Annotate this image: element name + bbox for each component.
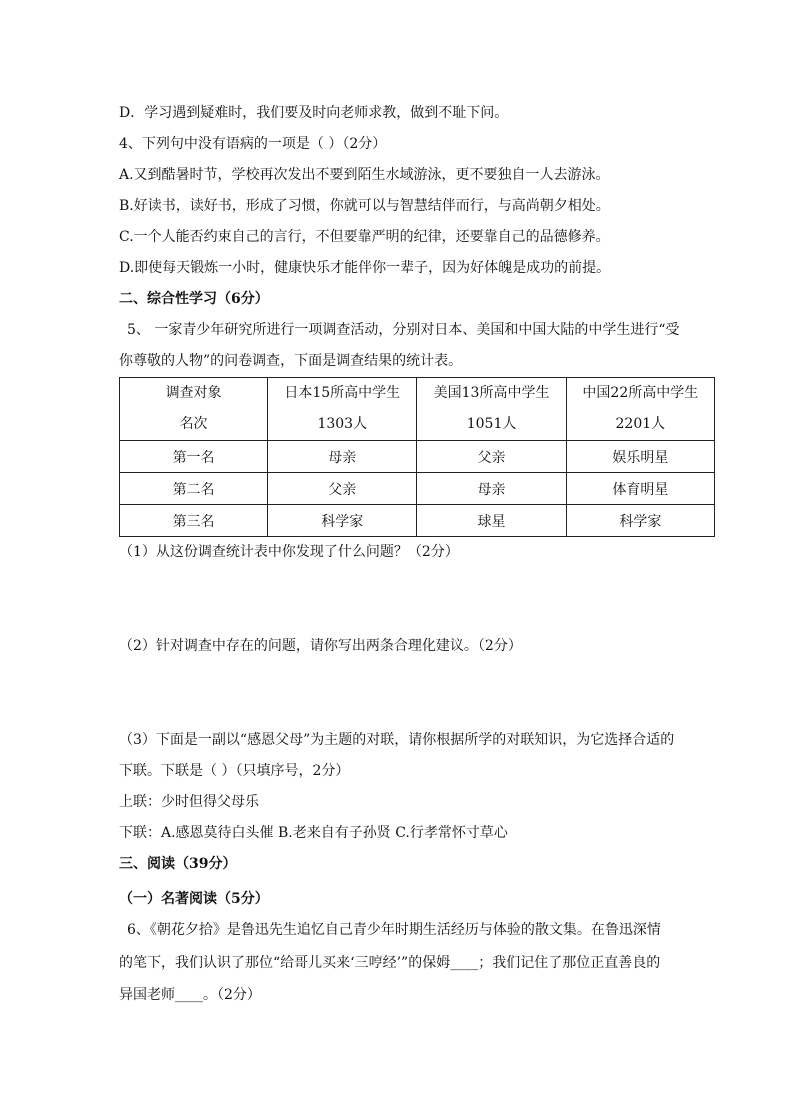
option-d-previous: D．学习遇到疑难时，我们要及时向老师求教，做到不耻下问。 <box>119 105 509 121</box>
table-cell: 科学家 <box>566 505 714 537</box>
question-5-part-3-line-1: （3）下面是一副以“感恩父母”为主题的对联，请你根据所学的对联知识，为它选择合适的 <box>119 732 675 748</box>
table-header-cell <box>268 378 417 441</box>
table-header-text: 名次 <box>179 416 208 432</box>
table-header-text: 调查对象 <box>165 385 222 401</box>
question-5-part-3-line-2: 下联。下联是（ ）（只填序号，2分） <box>119 763 350 779</box>
table-cell: 球星 <box>417 505 566 537</box>
table-header-text: 2201人 <box>615 416 666 432</box>
table-row <box>120 505 715 537</box>
question-5-line-1: 5、 一家青少年研究所进行一项调查活动，分别对日本、美国和中国大陆的中学生进行“受 <box>127 322 680 338</box>
question-4: 4、下列句中没有语病的一项是（ ）（2分） <box>119 136 387 152</box>
question-5-line-2: 你尊敬的人物”的问卷调查，下面是调查结果的统计表。 <box>119 353 463 369</box>
survey-table <box>119 377 715 537</box>
table-header-text: 日本15所高中学生 <box>284 385 401 401</box>
table-header-text: 美国13所高中学生 <box>433 385 550 401</box>
table-cell: 第三名 <box>120 505 268 537</box>
subsection-1-heading: （一）名著阅读（5分） <box>119 891 269 907</box>
table-cell: 父亲 <box>268 473 417 505</box>
table-header-cell <box>417 378 566 441</box>
table-cell: 体育明星 <box>566 473 714 505</box>
question-6-line-2: 的笔下，我们认识了那位“给哥儿买来‘三哼经’”的保姆____；我们记住了那位正直善良的 <box>119 955 661 971</box>
section-2-heading: 二、综合性学习（6分） <box>119 291 269 307</box>
table-cell: 母亲 <box>417 473 566 505</box>
question-5-part-2: （2）针对调查中存在的问题，请你写出两条合理化建议。（2分） <box>119 638 522 654</box>
couplet-upper: 上联：少时但得父母乐 <box>119 794 259 810</box>
question-4-option-d: D.即使每天锻炼一小时，健康快乐才能伴你一辈子，因为好体魄是成功的前提。 <box>119 260 611 276</box>
table-cell: 娱乐明星 <box>566 441 714 473</box>
table-cell: 科学家 <box>268 505 417 537</box>
table-header-text: 中国22所高中学生 <box>582 385 699 401</box>
table-cell: 第一名 <box>120 441 268 473</box>
table-header-cell <box>566 378 714 441</box>
table-header-cell <box>120 378 268 441</box>
question-4-option-c: C.一个人能否约束自己的言行，不但要靠严明的纪律，还要靠自己的品德修养。 <box>119 229 610 245</box>
table-cell: 第二名 <box>120 473 268 505</box>
question-6-line-1: 6、《朝花夕拾》是鲁迅先生追忆自己青少年时期生活经历与体验的散文集。在鲁迅深情 <box>127 922 661 938</box>
question-5-part-1: （1）从这份调查统计表中你发现了什么问题？（2分） <box>119 544 459 560</box>
table-header-row <box>120 378 715 441</box>
table-header-text: 1303人 <box>317 416 368 432</box>
table-row <box>120 441 715 473</box>
table-cell: 父亲 <box>417 441 566 473</box>
question-6-line-3: 异国老师____。（2分） <box>119 987 261 1003</box>
table-header-text: 1051人 <box>466 416 517 432</box>
question-4-option-a: A.又到酷暑时节，学校再次发出不要到陌生水域游泳，更不要独自一人去游泳。 <box>119 167 610 183</box>
section-3-heading: 三、阅读（39分） <box>119 856 237 872</box>
couplet-lower-options: 下联：A.感恩莫待白头催 B.老来自有子孙贤 C.行孝常怀寸草心 <box>119 825 508 841</box>
question-4-option-b: B.好读书，读好书，形成了习惯，你就可以与智慧结伴而行，与高尚朝夕相处。 <box>119 198 610 214</box>
table-cell: 母亲 <box>268 441 417 473</box>
table-row <box>120 473 715 505</box>
